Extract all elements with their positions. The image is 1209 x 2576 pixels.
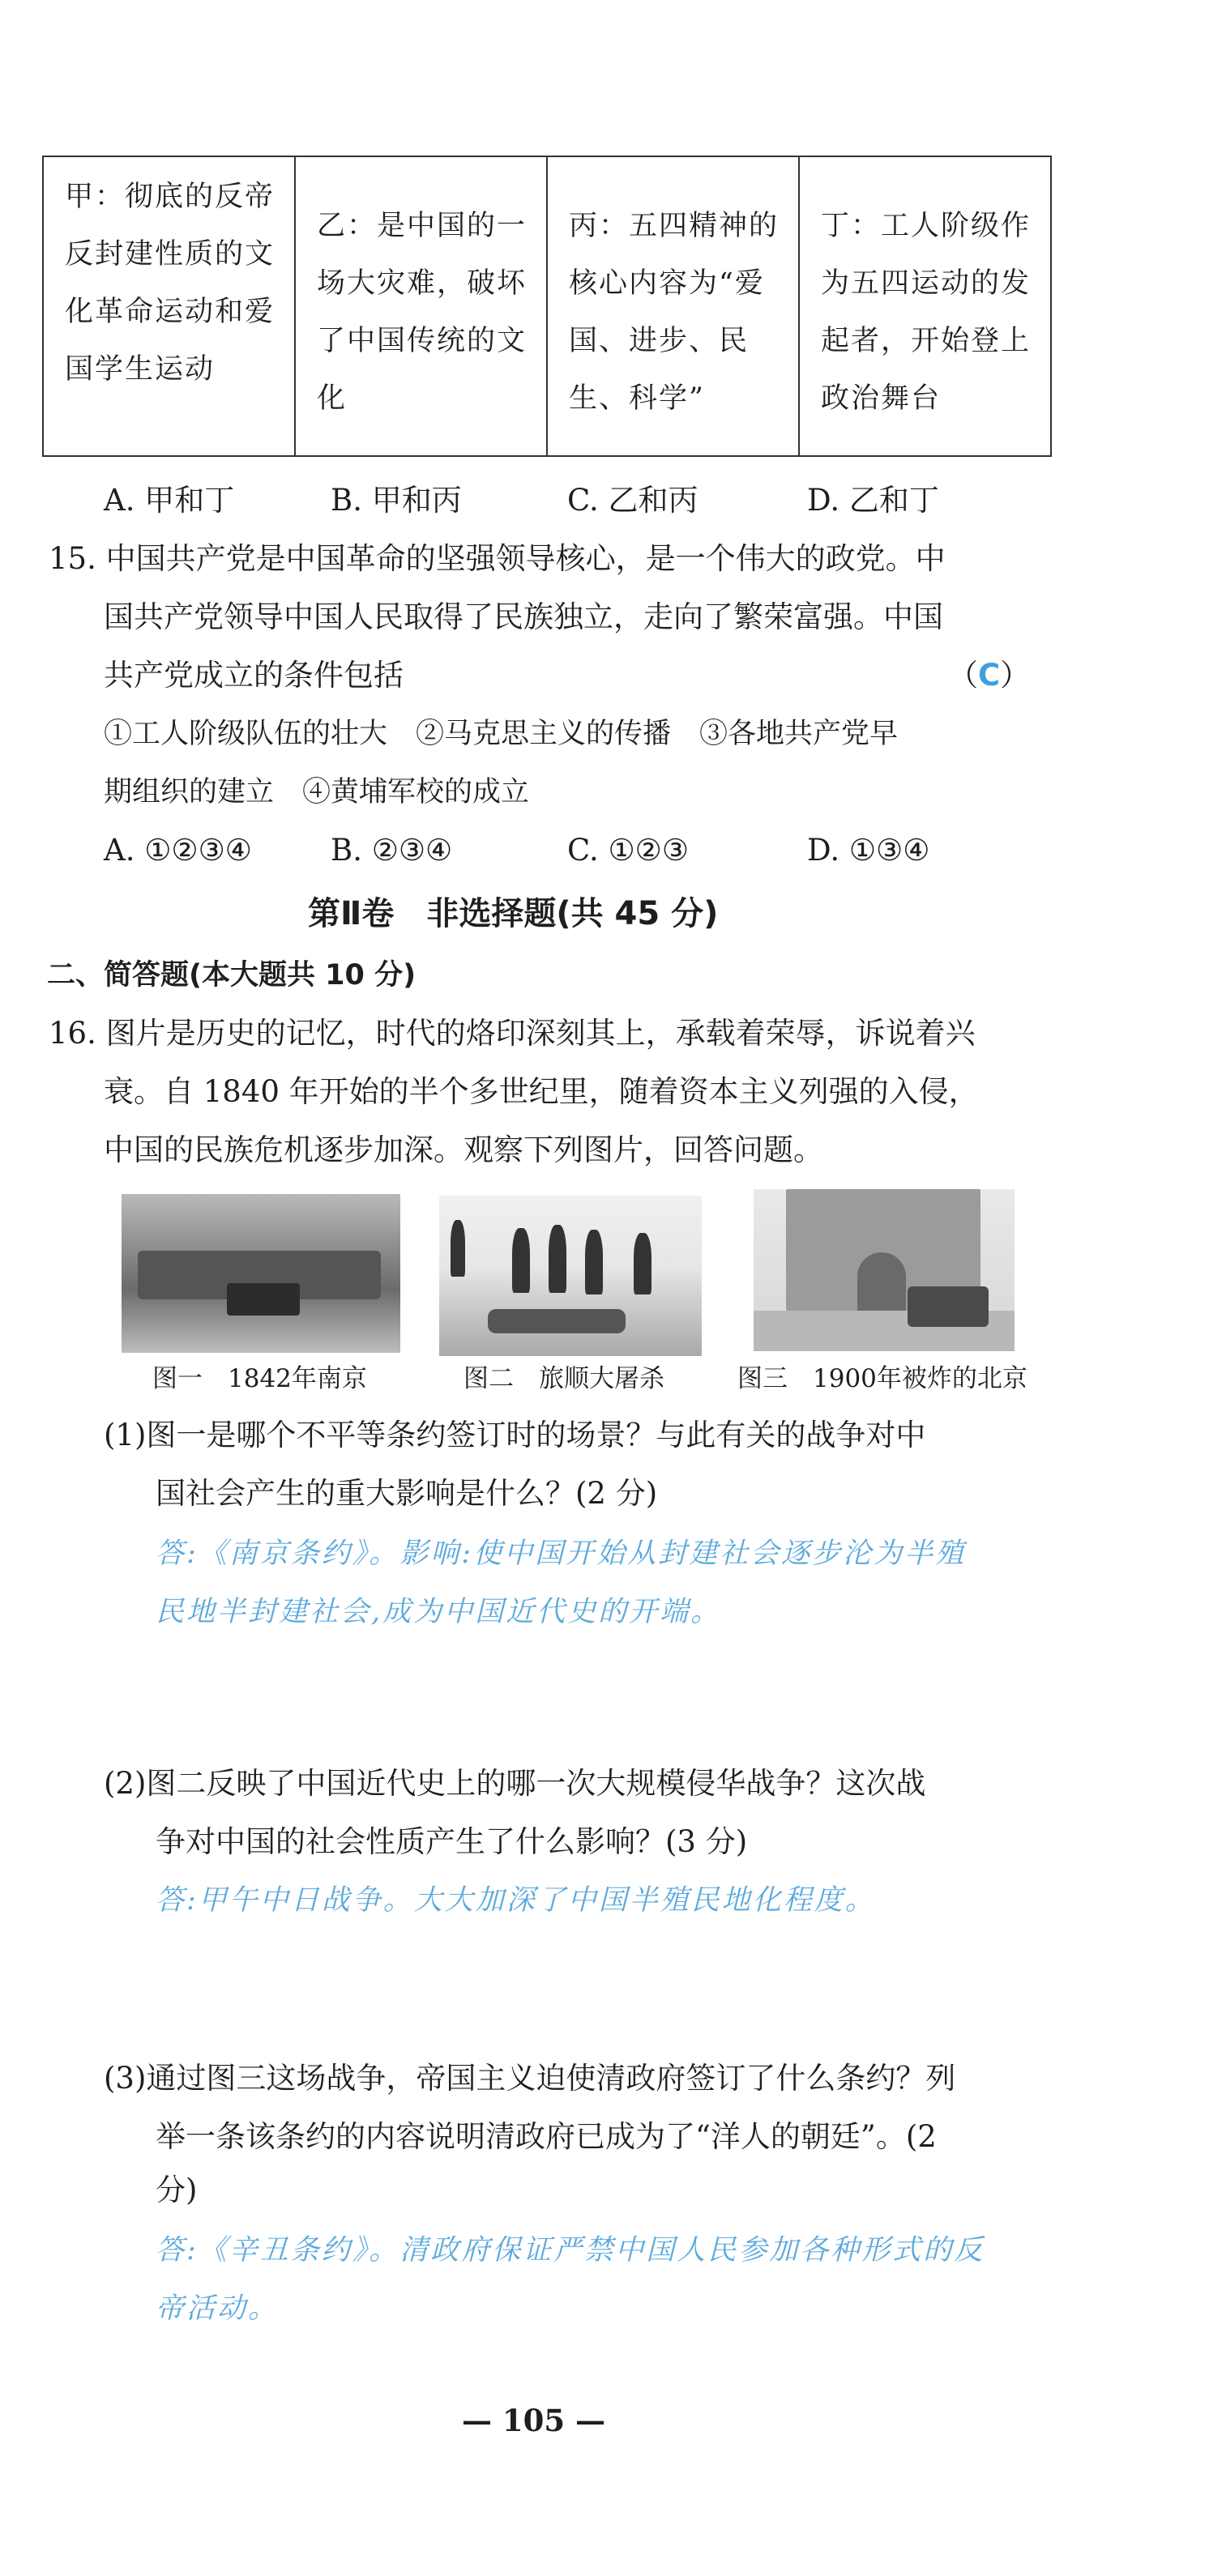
photo-lushun-massacre [439,1196,702,1356]
q16-line-1: 16. 图片是历史的记忆，时代的烙印深刻其上，承载着荣辱，诉说着兴 [49,1016,976,1051]
q16-sub3-answer-line-2: 帝活动。 [156,2292,280,2325]
photo2-figure [634,1233,651,1294]
q14-option-c: C. 乙和丙 [567,483,698,518]
q14-option-a: A. 甲和丁 [104,483,235,518]
photo1-table-shape [227,1283,300,1316]
table-cell-bing: 丙：五四精神的核心内容为“爱国、进步、民生、科学” [547,156,799,456]
q16-sub2-line-1: (2)图二反映了中国近代史上的哪一次大规模侵华战争？这次战 [104,1766,926,1801]
photo3-gate-arch [857,1252,906,1311]
q15-line-3: 共产党成立的条件包括 [104,658,404,693]
section2-title: 二、简答题(本大题共 10 分) [47,959,417,992]
q15-answer-bracket [948,653,1030,698]
q16-sub1-answer-line-2: 民地半封建社会,成为中国近代史的开端。 [156,1596,722,1628]
q16-line-2: 衰。自 1840 年开始的半个多世纪里，随着资本主义列强的入侵， [104,1074,979,1109]
q16-sub1-line-1: (1)图一是哪个不平等条约签订时的场景？与此有关的战争对中 [104,1418,926,1452]
photo2-ground-shape [488,1309,626,1333]
q15-line-1: 15. 中国共产党是中国革命的坚强领导核心，是一个伟大的政党。中 [49,541,946,576]
q16-line-3: 中国的民族危机逐步加深。观察下列图片，回答问题。 [104,1132,823,1167]
part2-title: 第Ⅱ卷 非选择题(共 45 分) [308,895,719,932]
caption-fig2: 图二 旅顺大屠杀 [464,1364,664,1393]
q15-option-b: B. ②③④ [331,833,453,868]
q16-sub1-answer-line-1: 答:《南京条约》。影响:使中国开始从封建社会逐步沦为半殖 [156,1537,967,1570]
q15-option-a: A. ①②③④ [104,833,252,868]
q16-sub3-line-1: (3)通过图三这场战争，帝国主义迫使清政府签订了什么条约？列 [104,2061,956,2096]
table-cell-yi: 乙：是中国的一场大灾难，破坏了中国传统的文化 [295,156,547,456]
caption-fig3: 图三 1900年被炸的北京 [737,1364,1027,1393]
q15-line-2: 国共产党领导中国人民取得了民族独立，走向了繁荣富强。中国 [104,599,943,634]
q16-sub2-answer-line-1: 答:甲午中日战争。大大加深了中国半殖民地化程度。 [156,1884,876,1917]
options-table [42,156,1052,457]
photo-beijing-1900 [754,1189,1015,1351]
q16-sub2-line-2: 争对中国的社会性质产生了什么影响？(3 分) [156,1824,748,1859]
q16-sub3-line-2: 举一条该条约的内容说明清政府已成为了“洋人的朝廷”。(2 [156,2119,937,2154]
q15-paren-close: ） [1000,658,1031,693]
q14-option-d: D. 乙和丁 [807,483,939,518]
photo-nanjing-1842 [122,1194,400,1353]
q15-paren-open: （ [948,658,978,693]
q14-option-b: B. 甲和丙 [331,483,462,518]
photo2-figure [549,1225,566,1293]
q16-sub3-line-3: 分) [156,2173,198,2207]
caption-fig1: 图一 1842年南京 [152,1364,367,1393]
q16-sub3-answer-line-1: 答:《辛丑条约》。清政府保证严禁中国人民参加各种形式的反 [156,2234,985,2267]
q15-items-line-2: 期组织的建立 ④黄埔军校的成立 [104,776,530,808]
q15-option-d: D. ①③④ [807,833,930,868]
table-cell-jia: 甲：彻底的反帝反封建性质的文化革命运动和爱国学生运动 [43,156,295,456]
q16-sub1-line-2: 国社会产生的重大影响是什么？(2 分) [156,1476,658,1511]
q15-answer: C [978,658,1001,693]
photo2-figure [585,1230,603,1294]
page-number: — 105 — [462,2403,605,2438]
photo2-figure [451,1220,465,1277]
table-cell-ding: 丁：工人阶级作为五四运动的发起者，开始登上政治舞台 [799,156,1051,456]
q15-option-c: C. ①②③ [567,833,690,868]
q15-items-line-1: ①工人阶级队伍的壮大 ②马克思主义的传播 ③各地共产党早 [104,718,899,750]
photo2-figure [512,1228,530,1293]
photo3-debris [908,1286,989,1327]
